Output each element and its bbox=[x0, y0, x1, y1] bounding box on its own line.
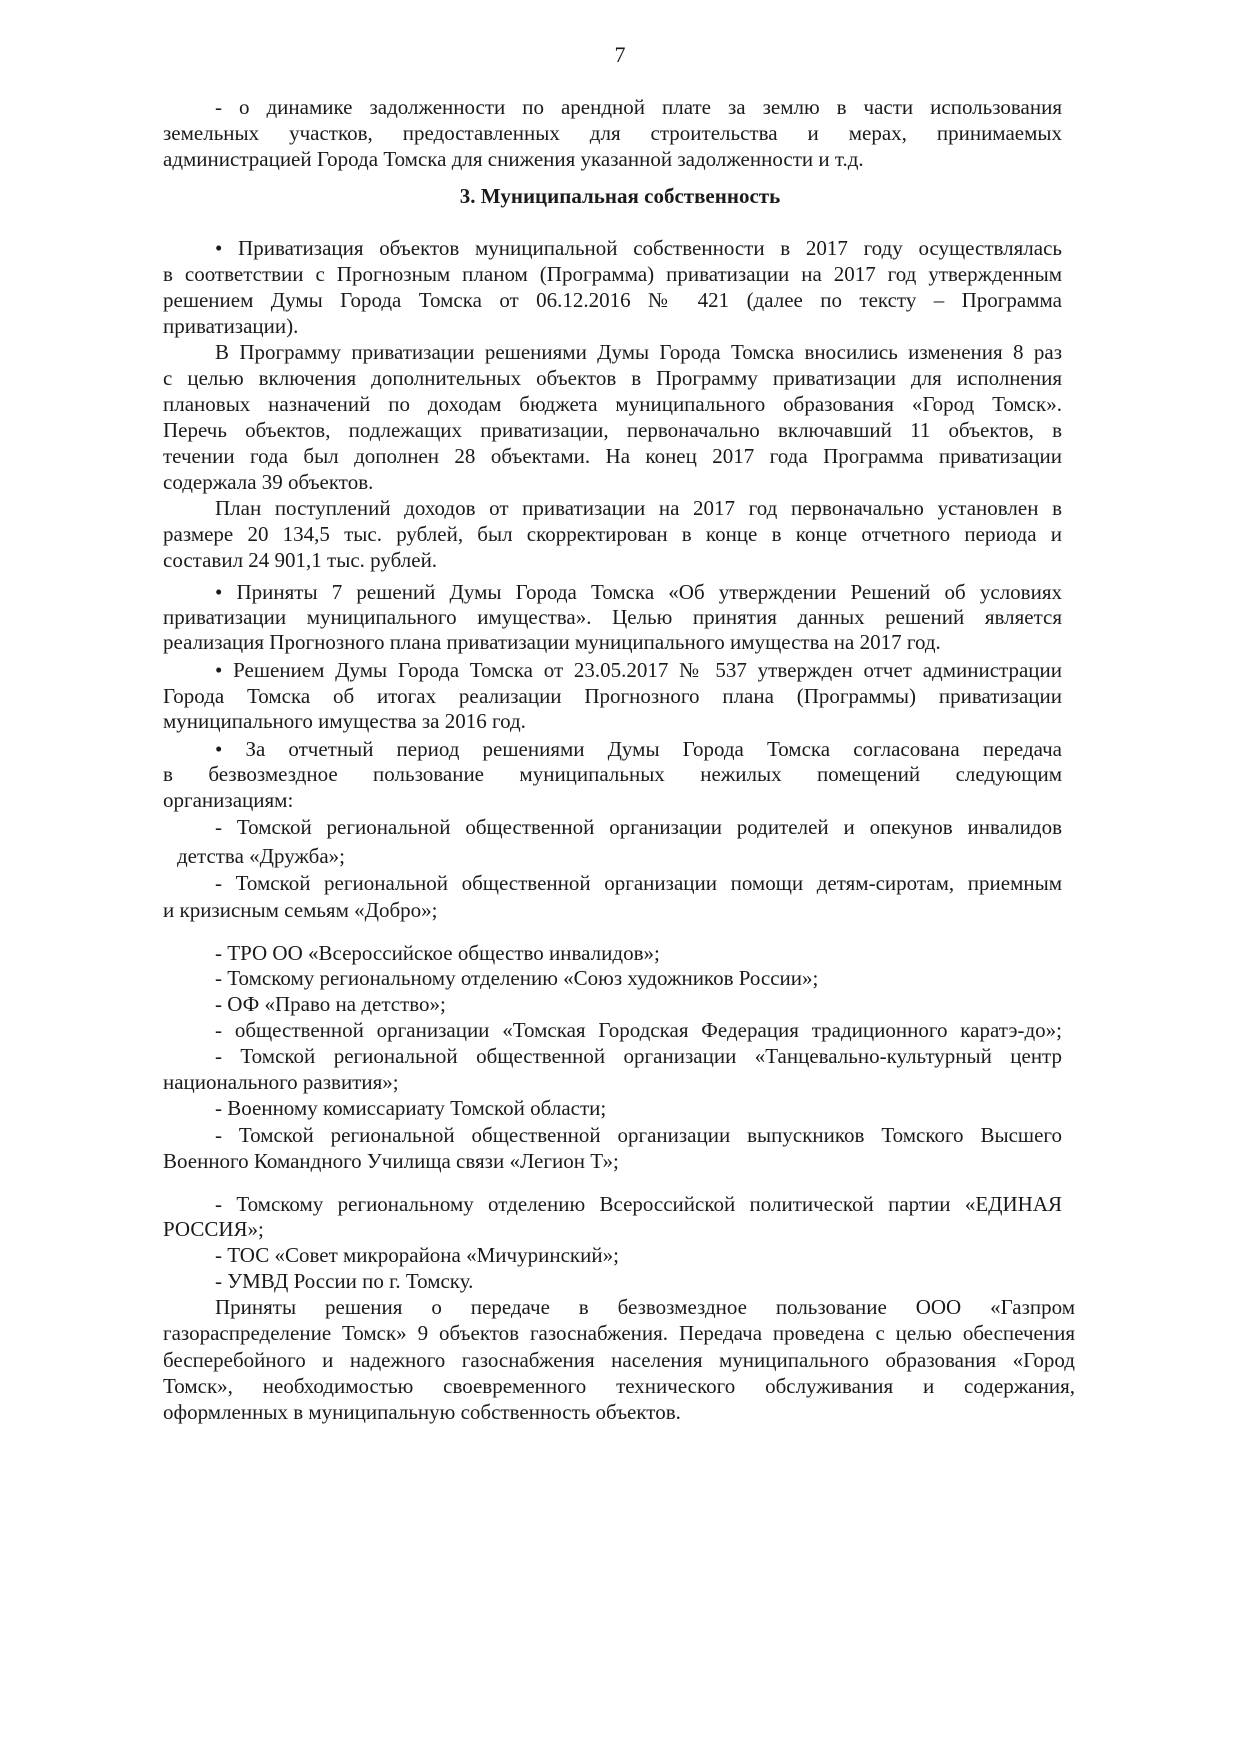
text-line: - Военному комиссариату Томской области; bbox=[215, 1096, 607, 1120]
text-line: • Решением Думы Города Томска от 23.05.2017 № 537 утвержден отчет администрации bbox=[215, 658, 1062, 682]
text-line: - Томской региональной общественной организации выпускников Томского Высшего bbox=[215, 1123, 1062, 1147]
text-line: В Программу приватизации решениями Думы Города Томска вносились изменения 8 раз bbox=[215, 340, 1062, 364]
text-line: - ОФ «Право на детство»; bbox=[215, 992, 446, 1016]
text-line: содержала 39 объектов. bbox=[163, 470, 374, 494]
text-line: приватизации муниципального имущества». Целью принятия данных решений является bbox=[163, 605, 1062, 629]
text-line: и кризисным семьям «Добро»; bbox=[163, 898, 438, 922]
text-line: - ТОС «Совет микрорайона «Мичуринский»; bbox=[215, 1243, 619, 1267]
text-line: - Томской региональной общественной организации родителей и опекунов инвалидов bbox=[215, 815, 1062, 839]
text-line: • Приватизация объектов муниципальной собственности в 2017 году осуществлялась bbox=[215, 236, 1062, 260]
text-line: размере 20 134,5 тыс. рублей, был скорректирован в конце в конце отчетного периода и bbox=[163, 522, 1062, 546]
text-line: бесперебойного и надежного газоснабжения населения муниципального образования «Город bbox=[163, 1348, 1075, 1372]
text-line: План поступлений доходов от приватизации на 2017 год первоначально установлен в bbox=[215, 496, 1062, 520]
text-line: администрацией Города Томска для снижения указанной задолженности и т.д. bbox=[163, 147, 864, 171]
text-line: организациям: bbox=[163, 788, 294, 812]
text-line: земельных участков, предоставленных для строительства и мерах, принимаемых bbox=[163, 121, 1062, 145]
text-line: газораспределение Томск» 9 объектов газоснабжения. Передача проведена с целью обеспечения bbox=[163, 1321, 1075, 1345]
text-line: - о динамике задолженности по арендной плате за землю в части использования bbox=[215, 95, 1062, 119]
text-line: национального развития»; bbox=[163, 1070, 399, 1094]
text-line: плановых назначений по доходам бюджета муниципального образования «Город Томск». bbox=[163, 392, 1062, 416]
text-line: Перечь объектов, подлежащих приватизации, первоначально включавший 11 объектов, в bbox=[163, 418, 1062, 442]
text-line: РОССИЯ»; bbox=[163, 1217, 264, 1241]
text-line: - общественной организации «Томская Городская Федерация традиционного каратэ-до»; bbox=[215, 1018, 1062, 1042]
text-line: - Томской региональной общественной организации «Танцевально-культурный центр bbox=[215, 1044, 1062, 1068]
text-line: с целью включения дополнительных объектов в Программу приватизации для исполнения bbox=[163, 366, 1062, 390]
text-line: - УМВД России по г. Томску. bbox=[215, 1269, 474, 1293]
text-line: - Томской региональной общественной организации помощи детям-сиротам, приемным bbox=[215, 871, 1062, 895]
text-line: детства «Дружба»; bbox=[177, 844, 345, 868]
text-line: Военного Командного Училища связи «Легион Т»; bbox=[163, 1149, 619, 1173]
text-line: приватизации). bbox=[163, 314, 299, 338]
text-line: Томск», необходимостью своевременного технического обслуживания и содержания, bbox=[163, 1374, 1075, 1398]
text-line: муниципального имущества за 2016 год. bbox=[163, 709, 526, 733]
text-line: Города Томска об итогах реализации Прогнозного плана (Программы) приватизации bbox=[163, 684, 1062, 708]
text-line: • Приняты 7 решений Думы Города Томска «Об утверждении Решений об условиях bbox=[215, 580, 1062, 604]
text-line: оформленных в муниципальную собственность объектов. bbox=[163, 1400, 681, 1424]
text-line: - ТРО ОО «Всероссийское общество инвалидов»; bbox=[215, 941, 660, 965]
text-line: реализация Прогнозного плана приватизации муниципального имущества на 2017 год. bbox=[163, 630, 941, 654]
text-line: - Томскому региональному отделению Всероссийской политической партии «ЕДИНАЯ bbox=[215, 1192, 1062, 1216]
page-number: 7 bbox=[614, 42, 626, 67]
text-line: в безвозмездное пользование муниципальных нежилых помещений следующим bbox=[163, 762, 1062, 786]
text-line: Приняты решения о передаче в безвозмездное пользование ООО «Газпром bbox=[215, 1295, 1075, 1319]
text-line: • За отчетный период решениями Думы Города Томска согласована передача bbox=[215, 737, 1062, 761]
text-line: течении года был дополнен 28 объектами. На конец 2017 года Программа приватизации bbox=[163, 444, 1062, 468]
text-line: решением Думы Города Томска от 06.12.2016 № 421 (далее по тексту – Программа bbox=[163, 288, 1062, 312]
text-line: - Томскому региональному отделению «Союз художников России»; bbox=[215, 966, 819, 990]
text-line: в соответствии с Прогнозным планом (Программа) приватизации на 2017 год утвержденным bbox=[163, 262, 1062, 286]
section-heading: 3. Муниципальная собственность bbox=[459, 184, 781, 208]
text-line: составил 24 901,1 тыс. рублей. bbox=[163, 548, 438, 572]
